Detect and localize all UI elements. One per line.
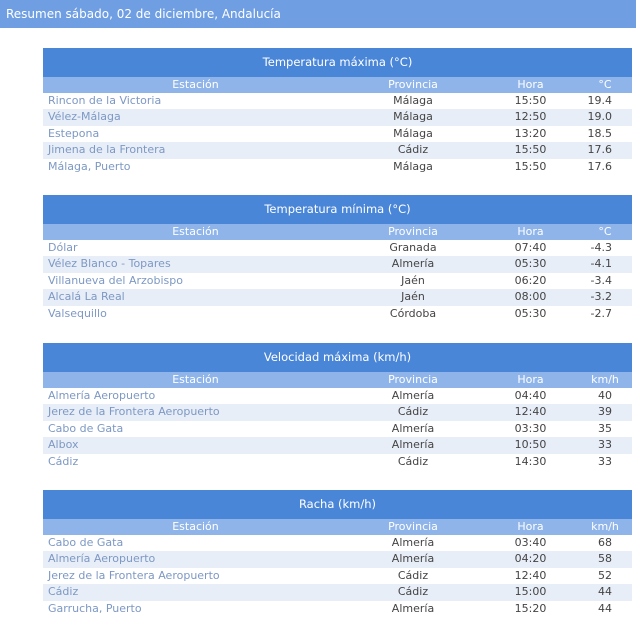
page-title: Resumen sábado, 02 de diciembre, Andalucía	[0, 0, 636, 28]
cell-value: -2.7	[590, 306, 612, 320]
column-header-province: Provincia	[388, 520, 438, 533]
cell-value: -3.2	[590, 290, 612, 304]
cell-value: 33	[598, 438, 612, 452]
cell-province: Almería	[391, 601, 435, 615]
table-row	[43, 273, 632, 289]
table-row	[43, 454, 632, 470]
column-header-station: Estación	[172, 225, 219, 238]
cell-province: Jaén	[401, 273, 425, 287]
station-link[interactable]: Garrucha, Puerto	[48, 601, 142, 615]
max-wind-speed-table	[43, 343, 632, 470]
cell-province: Granada	[389, 241, 437, 254]
cell-time: 15:20	[514, 601, 547, 615]
cell-value: 39	[598, 405, 612, 419]
cell-time: 06:20	[514, 273, 547, 287]
column-header-value: km/h	[591, 373, 619, 386]
cell-province: Málaga	[393, 126, 433, 140]
cell-time: 15:50	[514, 94, 547, 107]
cell-time: 13:20	[514, 126, 547, 140]
table-header	[43, 224, 632, 240]
table-row	[43, 306, 632, 322]
cell-time: 07:40	[514, 241, 547, 254]
cell-value: -3.4	[590, 273, 612, 287]
cell-province: Cádiz	[397, 405, 429, 419]
station-link[interactable]: Vélez Blanco - Topares	[48, 257, 171, 271]
cell-value: 35	[598, 421, 612, 435]
wind-gust-table	[43, 490, 632, 617]
table-row	[43, 109, 632, 125]
column-header-station: Estación	[172, 520, 219, 533]
cell-time: 15:50	[514, 143, 547, 157]
cell-value: 44	[598, 585, 612, 599]
table-row	[43, 289, 632, 305]
table-row	[43, 159, 632, 175]
column-header-time: Hora	[517, 373, 544, 386]
cell-province: Almería	[391, 536, 435, 549]
section-title: Temperatura máxima (°C)	[43, 48, 632, 77]
cell-province: Málaga	[393, 110, 433, 124]
cell-province: Cádiz	[397, 143, 429, 157]
cell-province: Jaén	[401, 290, 425, 304]
column-header-value: °C	[598, 225, 612, 238]
cell-value: 19.0	[587, 110, 612, 124]
station-link[interactable]: Estepona	[48, 126, 100, 140]
column-header-province: Provincia	[388, 225, 438, 238]
column-header-value: °C	[598, 78, 612, 91]
cell-province: Almería	[391, 257, 435, 271]
cell-province: Almería	[391, 552, 435, 566]
table-row	[43, 388, 632, 404]
station-link[interactable]: Cádiz	[48, 585, 79, 599]
table-header	[43, 372, 632, 388]
table-row	[43, 568, 632, 584]
station-link[interactable]: Vélez-Málaga	[48, 110, 121, 124]
table-row	[43, 142, 632, 158]
table-row	[43, 93, 632, 109]
cell-time: 04:20	[514, 552, 547, 566]
station-link[interactable]: Málaga, Puerto	[48, 159, 131, 173]
station-link[interactable]: Jerez de la Frontera Aeropuerto	[48, 405, 220, 419]
cell-time: 12:50	[514, 110, 547, 124]
cell-time: 15:50	[514, 159, 547, 173]
cell-value: 17.6	[587, 159, 612, 173]
station-link[interactable]: Cádiz	[48, 454, 79, 468]
table-row	[43, 584, 632, 600]
cell-time: 15:00	[514, 585, 547, 599]
section-title: Temperatura mínima (°C)	[43, 195, 632, 224]
cell-value: 58	[598, 552, 612, 566]
section-title: Velocidad máxima (km/h)	[43, 343, 632, 372]
column-header-time: Hora	[517, 520, 544, 533]
cell-province: Almería	[391, 389, 435, 402]
cell-value: -4.3	[590, 241, 612, 254]
cell-value: 40	[598, 389, 612, 402]
section-title: Racha (km/h)	[43, 490, 632, 519]
cell-province: Almería	[391, 421, 435, 435]
cell-time: 03:30	[514, 421, 547, 435]
column-header-time: Hora	[517, 225, 544, 238]
column-header-value: km/h	[591, 520, 619, 533]
table-row	[43, 437, 632, 453]
cell-value: 19.4	[587, 94, 612, 107]
station-link[interactable]: Villanueva del Arzobispo	[48, 273, 183, 287]
table-row	[43, 126, 632, 142]
column-header-province: Provincia	[388, 78, 438, 91]
cell-province: Cádiz	[397, 585, 429, 599]
table-row	[43, 535, 632, 551]
max-temperature-table	[43, 48, 632, 175]
cell-time: 14:30	[514, 454, 547, 468]
column-header-time: Hora	[517, 78, 544, 91]
cell-value: 68	[598, 536, 612, 549]
station-link[interactable]: Jimena de la Frontera	[48, 143, 166, 157]
station-link[interactable]: Cabo de Gata	[48, 536, 124, 549]
cell-value: 18.5	[587, 126, 612, 140]
cell-time: 03:40	[514, 536, 547, 549]
cell-value: 44	[598, 601, 612, 615]
station-link[interactable]: Alcalá La Real	[48, 290, 125, 304]
cell-time: 04:40	[514, 389, 547, 402]
station-link[interactable]: Rincon de la Victoria	[48, 94, 162, 107]
table-row	[43, 256, 632, 272]
table-row	[43, 240, 632, 256]
min-temperature-table	[43, 195, 632, 322]
cell-time: 08:00	[514, 290, 547, 304]
station-link[interactable]: Cabo de Gata	[48, 421, 124, 435]
cell-province: Cádiz	[397, 454, 429, 468]
cell-time: 05:30	[514, 306, 547, 320]
table-row	[43, 601, 632, 617]
cell-time: 10:50	[514, 438, 547, 452]
table-header	[43, 519, 632, 535]
station-link[interactable]: Valsequillo	[48, 306, 107, 320]
station-link[interactable]: Almería Aeropuerto	[48, 389, 156, 402]
cell-time: 12:40	[514, 568, 547, 582]
cell-province: Almería	[391, 438, 435, 452]
station-link[interactable]: Jerez de la Frontera Aeropuerto	[48, 568, 220, 582]
table-row	[43, 421, 632, 437]
column-header-station: Estación	[172, 373, 219, 386]
station-link[interactable]: Albox	[48, 438, 79, 452]
cell-province: Cádiz	[397, 568, 429, 582]
cell-time: 12:40	[514, 405, 547, 419]
column-header-station: Estación	[172, 78, 219, 91]
table-row	[43, 551, 632, 567]
table-row	[43, 404, 632, 420]
cell-value: 52	[598, 568, 612, 582]
cell-province: Málaga	[393, 94, 433, 107]
cell-province: Málaga	[393, 159, 433, 173]
cell-province: Córdoba	[389, 306, 437, 320]
cell-time: 05:30	[514, 257, 547, 271]
cell-value: 33	[598, 454, 612, 468]
station-link[interactable]: Almería Aeropuerto	[48, 552, 156, 566]
cell-value: -4.1	[590, 257, 612, 271]
station-link[interactable]: Dólar	[48, 241, 78, 254]
cell-value: 17.6	[587, 143, 612, 157]
column-header-province: Provincia	[388, 373, 438, 386]
table-header	[43, 77, 632, 93]
